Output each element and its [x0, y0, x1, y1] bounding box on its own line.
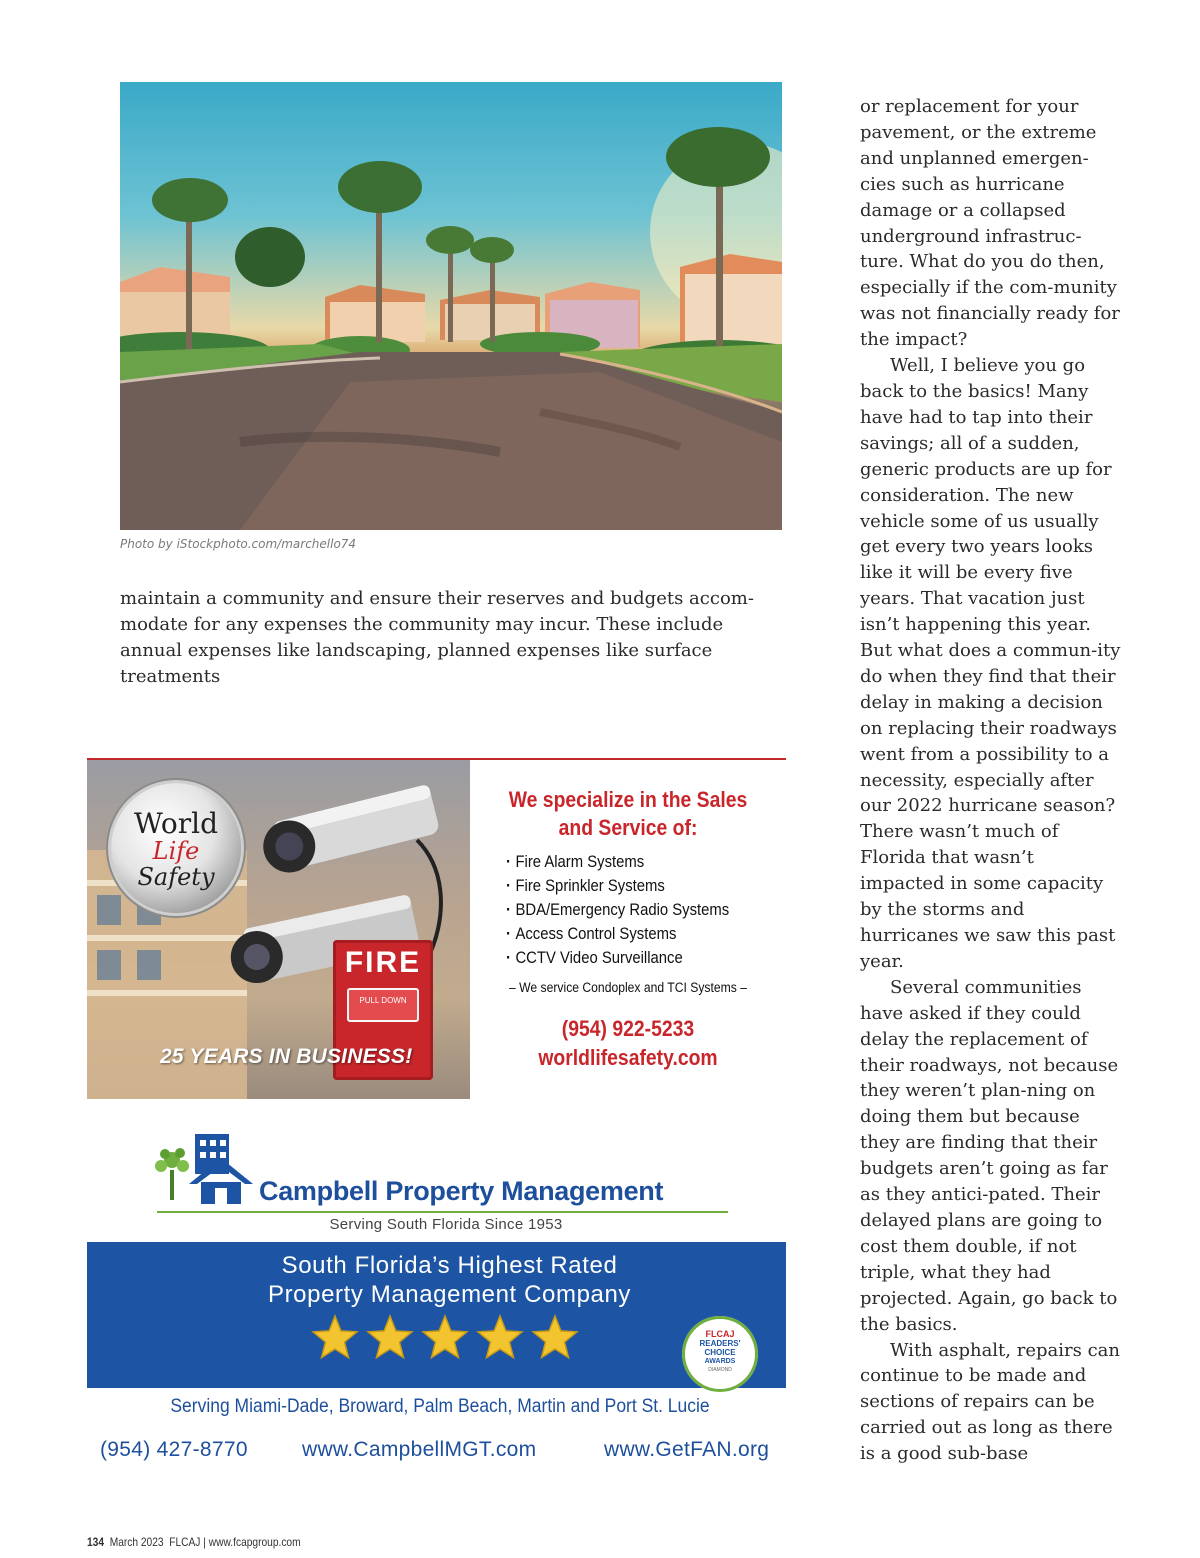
award-mid3: AWARDS: [704, 1358, 736, 1365]
fire-label: FIRE: [344, 946, 422, 979]
wls-ad-image: [87, 760, 470, 1099]
footer-website[interactable]: www.fcapgroup.com: [208, 1535, 301, 1549]
world-life-safety-ad[interactable]: [87, 758, 786, 1099]
wls-heading: [489, 786, 767, 842]
campbell-logo-icon: [149, 1134, 261, 1208]
footer-separator: |: [203, 1535, 206, 1549]
pull-down-label: PULL DOWN: [347, 988, 419, 1022]
page-footer: [87, 1535, 301, 1549]
intro-paragraph-text: maintain a community and ensure their reserves and budgets accom-modate for any expenses the community may incur. These include annual expenses like landscaping, planned expenses like surface treatments: [120, 588, 754, 687]
service-item: · Fire Sprinkler Systems: [506, 874, 729, 898]
award-mid1: READERS': [699, 1339, 741, 1348]
campbell-since-tagline: Serving South Florida Since 1953: [329, 1216, 563, 1233]
logo-world-text: World: [134, 807, 218, 840]
award-bottom: DIAMOND: [708, 1367, 732, 1373]
logo-life-text: Life: [152, 837, 200, 865]
service-item: · Fire Alarm Systems: [506, 850, 729, 874]
photo-caption: Photo by iStockphoto.com/marchello74: [120, 537, 357, 551]
wls-phone[interactable]: (954) 922-5233: [561, 1016, 695, 1041]
wls-service-note: – We service Condoplex and TCI Systems –: [509, 980, 747, 995]
street-scene-illustration: [120, 82, 782, 530]
campbell-rating-banner: [87, 1242, 786, 1388]
star-icon: [313, 1316, 357, 1358]
publication-name: FLCAJ: [169, 1535, 201, 1549]
years-in-business: 25 YEARS IN BUSINESS!: [160, 1045, 413, 1068]
wls-website-link[interactable]: worldlifesafety.com: [538, 1045, 718, 1070]
wls-ad-text-panel: [470, 760, 786, 1099]
readers-choice-award-badge: [682, 1316, 758, 1392]
five-star-rating-icon: [309, 1314, 581, 1362]
article-photo: [120, 82, 782, 530]
campbell-divider: [157, 1211, 728, 1213]
getfan-website-link[interactable]: www.GetFAN.org: [604, 1438, 770, 1461]
intro-paragraph: [120, 586, 782, 690]
award-mid2: CHOICE: [704, 1348, 736, 1357]
wls-heading-line2: and Service of:: [558, 815, 698, 840]
paragraph-3: Several communities have asked if they could delay the replacement of their roadways, not because they weren’t plan-ning on doing them but because they are finding that their budgets aren’t going as far as they antici-pated. Their delayed plans are going to cost them double, if not triple, what they had projected. Again, go back to the basics.: [860, 976, 1119, 1335]
banner-line2: Property Management Company: [267, 1281, 632, 1308]
world-life-safety-logo: [111, 783, 241, 913]
paragraph-1: or replacement for your pavement, or the extreme and unplanned emergen-cies such as hurricane damage or a collapsed underground infrastruc-ture. What do you do then, especially if the com-munity was not financially ready for the impact?: [860, 96, 1120, 351]
star-icon: [478, 1316, 522, 1358]
service-item: · Access Control Systems: [506, 922, 729, 946]
campbell-phone[interactable]: (954) 427-8770: [100, 1438, 248, 1461]
service-item: · BDA/Emergency Radio Systems: [506, 898, 729, 922]
wls-services-list: [506, 850, 754, 970]
service-item: · CCTV Video Surveillance: [506, 946, 729, 970]
star-icon: [423, 1316, 467, 1358]
campbell-website-link[interactable]: www.CampbellMGT.com: [302, 1438, 537, 1461]
paragraph-4: With asphalt, repairs can continue to be made and sections of repairs can be carried out as long as there is a good sub-base: [860, 1339, 1120, 1465]
banner-line1: South Florida’s Highest Rated: [281, 1252, 618, 1279]
logo-safety-text: Safety: [137, 863, 215, 891]
wls-heading-line1: We specialize in the Sales: [508, 787, 748, 812]
star-icon: [368, 1316, 412, 1358]
star-icon: [533, 1316, 577, 1358]
issue-date: March 2023: [109, 1535, 164, 1549]
award-top: FLCAJ: [705, 1329, 735, 1339]
article-right-column: [860, 94, 1122, 1467]
page-number: 134: [87, 1535, 105, 1549]
campbell-property-management-ad[interactable]: [87, 1128, 786, 1474]
campbell-service-areas: Serving Miami-Dade, Broward, Palm Beach, Martin and Port St. Lucie: [170, 1396, 710, 1417]
campbell-company-name: Campbell Property Management: [259, 1176, 664, 1206]
paragraph-2: Well, I believe you go back to the basics! Many have had to tap into their savings; all of a sudden, generic products are up for consideration. The new vehicle some of us usually get every two years looks like it will be every five years. That vacation just isn’t happening this year. But what does a commun-ity do when they find that their delay in making a decision on replacing their roadways went from a possibility to a necessity, especially after our 2022 hurricane season? There wasn’t much of Florida that wasn’t impacted in some capacity by the storms and hurricanes we saw this past year.: [860, 355, 1121, 972]
